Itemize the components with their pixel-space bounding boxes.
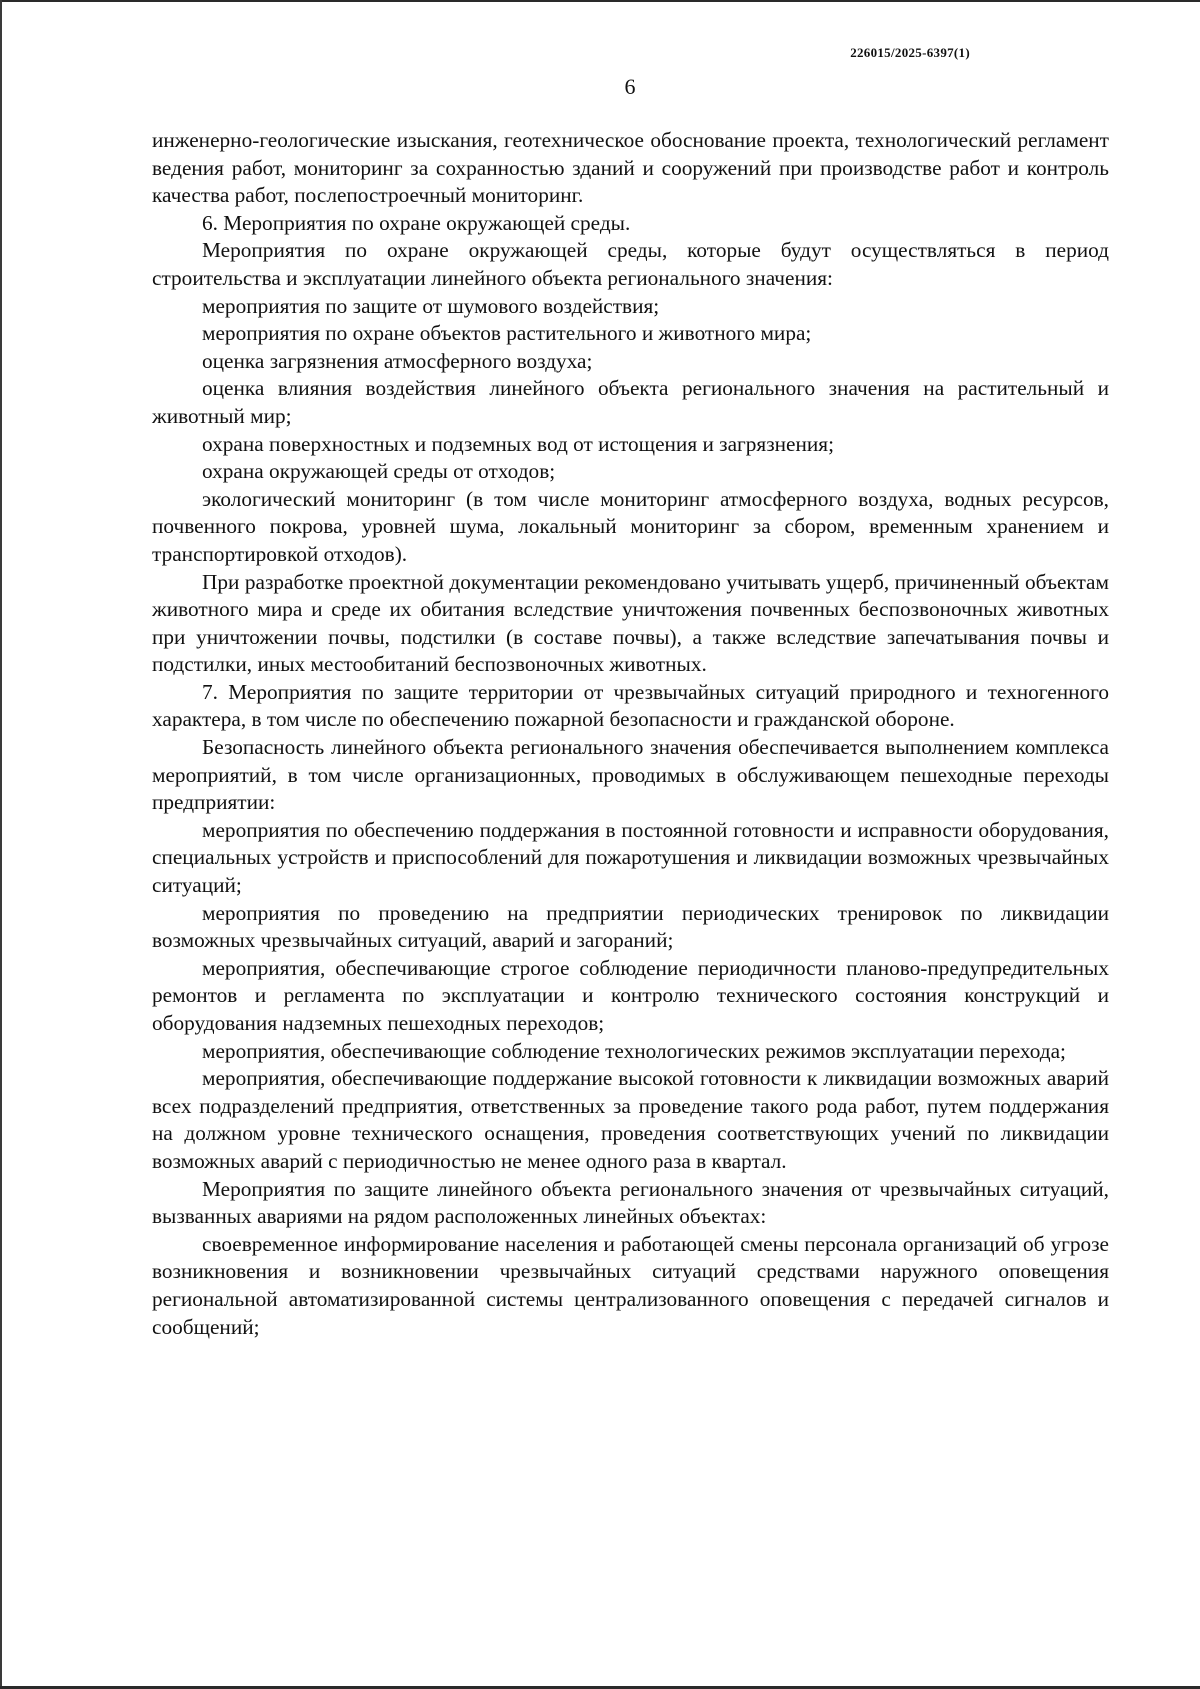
scan-edge-top bbox=[0, 0, 1200, 2]
list-item: экологический мониторинг (в том числе мониторинг атмосферного воздуха, водных ресурсов, почвенного покрова, уровней шума, локальный мониторинг за сбором, временным хранением и транспортировкой отходов). bbox=[152, 486, 1109, 566]
list-item: охрана поверхностных и подземных вод от истощения и загрязнения; bbox=[202, 431, 834, 456]
list-item: мероприятия, обеспечивающие строгое соблюдение периодичности планово-предупредительных ремонтов и регламента по эксплуатации и контролю технического состояния конструкций и оборудования надземных пешеходных переходов; bbox=[152, 955, 1109, 1035]
paragraph: Безопасность линейного объекта регионального значения обеспечивается выполнением комплекса мероприятий, в том числе организационных, проводимых в обслуживающем пешеходные переходы предприятии: bbox=[152, 735, 1109, 815]
document-body bbox=[152, 127, 1109, 1341]
document-number: 226015/2025-6397(1) bbox=[850, 45, 970, 60]
list-item: мероприятия, обеспечивающие соблюдение технологических режимов эксплуатации перехода; bbox=[202, 1038, 1066, 1063]
list-item: мероприятия по защите от шумового воздействия; bbox=[202, 293, 660, 318]
list-item: мероприятия по охране объектов растительного и животного мира; bbox=[202, 321, 812, 346]
list-item: оценка загрязнения атмосферного воздуха; bbox=[202, 348, 593, 373]
list-item: своевременное информирование населения и работающей смены персонала организаций об угрозе возникновения и возникновении чрезвычайных ситуаций средствами наружного оповещения региональной автоматизированной системы централизованного оповещения с передачей сигналов и сообщений; bbox=[152, 1231, 1109, 1339]
section-heading: 6. Мероприятия по охране окружающей среды. bbox=[202, 210, 631, 235]
section-heading: 7. Мероприятия по защите территории от чрезвычайных ситуаций природного и техногенного характера, в том числе по обеспечению пожарной безопасности и гражданской обороне. bbox=[152, 679, 1109, 732]
page-number: 6 bbox=[624, 74, 636, 99]
paragraph: Мероприятия по охране окружающей среды, которые будут осуществляться в период строительства и эксплуатации линейного объекта регионального значения: bbox=[152, 238, 1109, 290]
paragraph: инженерно-геологические изыскания, геотехническое обоснование проекта, технологический регламент ведения работ, мониторинг за сохранностью зданий и сооружений при производстве работ и контроль качества работ, послепостроечный мониторинг. bbox=[152, 128, 1109, 208]
list-item: мероприятия, обеспечивающие поддержание высокой готовности к ликвидации возможных аварий всех подразделений предприятия, ответственных за проведение такого рода работ, путем поддержания на должном уровне технического оснащения, проведения соответствующих учений по ликвидации возможных аварий с периодичностью не менее одного раза в квартал. bbox=[152, 1066, 1109, 1173]
paragraph: Мероприятия по защите линейного объекта регионального значения от чрезвычайных ситуаций, вызванных авариями на рядом расположенных линейных объектах: bbox=[152, 1176, 1109, 1229]
list-item: охрана окружающей среды от отходов; bbox=[202, 459, 556, 484]
scan-edge-left bbox=[0, 0, 2, 1689]
paragraph: При разработке проектной документации рекомендовано учитывать ущерб, причиненный объектам животного мира и среде их обитания вследствие уничтожения почвенных беспозвоночных животных при уничтожении почвы, подстилки (в составе почвы), а также вследствие запечатывания почвы и подстилки, иных местообитаний беспозвоночных животных. bbox=[152, 569, 1109, 677]
list-item: оценка влияния воздействия линейного объекта регионального значения на растительный и животный мир; bbox=[152, 376, 1109, 428]
list-item: мероприятия по проведению на предприятии периодических тренировок по ликвидации возможных чрезвычайных ситуаций, аварий и загораний; bbox=[152, 900, 1109, 953]
list-item: мероприятия по обеспечению поддержания в постоянной готовности и исправности оборудования, специальных устройств и приспособлений для пожаротушения и ликвидации возможных чрезвычайных ситуаций; bbox=[152, 817, 1109, 898]
